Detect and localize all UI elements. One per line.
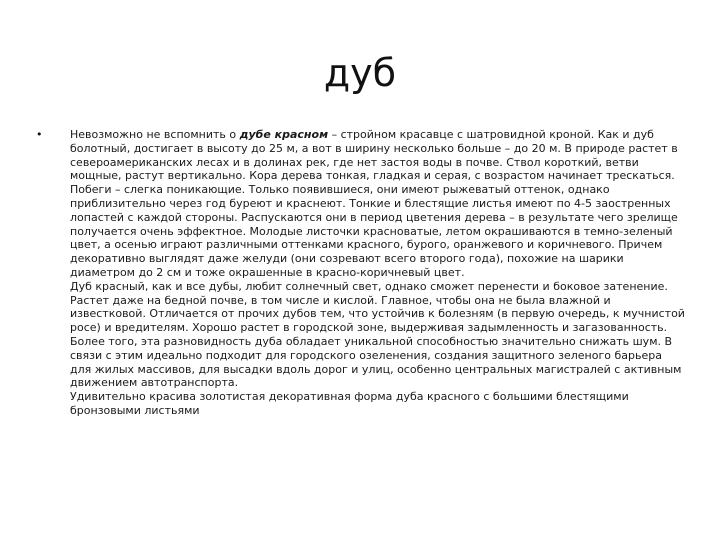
bullet-icon: • xyxy=(36,128,43,141)
paragraph-1-intro: Невозможно не вспомнить о xyxy=(70,128,240,141)
bullet-item xyxy=(36,128,686,418)
paragraph-1-body: – стройном красавце с шатровидной кроной. Как и дуб болотный, достигает в высоту до 25 м, а вот в ширину несколько больше – до 20 м. В природе растет в североамериканских лесах и в долинах рек, где нет застоя воды в почве. Ствол короткий, ветви мощные, растут вертикально. Кора дерева тонкая, гладкая и серая, с возрастом начинает трескаться. Побеги – слегка поникающие. Только появившиеся, они имеют рыжеватый оттенок, однако приблизительно через год буреют и краснеют. Тонкие и блестящие листья имеют по 4-5 заостренных лопастей с каждой стороны. Распускаются они в период цветения дерева – в результате чего зрелище получается очень эффектное. Молодые листочки красноватые, летом окрашиваются в темно-зеленый цвет, а осенью играют различными оттенками красного, бурого, оранжевого и коричневого. Причем декоративно выглядят даже желуди (они созревают всего второго года), похожие на шарики диаметром до 2 см и тоже окрашенные в красно-коричневый цвет. xyxy=(70,128,678,279)
bullet-text xyxy=(70,128,686,418)
paragraph-1-emphasis: дубе красном xyxy=(239,128,329,141)
slide-title: дуб xyxy=(323,51,397,95)
bullet-list xyxy=(36,128,686,418)
paragraph-2: Дуб красный, как и все дубы, любит солнечный свет, однако сможет перенести и боковое затенение. Растет даже на бедной почве, в том числе и кислой. Главное, чтобы она не была влажной и известковой. Отличается от прочих дубов тем, что устойчив к болезням (в первую очередь, к мучнистой росе) и вредителям. Хорошо растет в городской зоне, выдерживая задымленность и загазованность. Более того, эта разновидность дуба обладает уникальной способностью значительно снижать шум. В связи с этим идеально подходит для городского озеленения, создания защитного зеленого барьера для жилых массивов, для высадки вдоль дорог и улиц, особенно центральных магистралей с активным движением автотранспорта. xyxy=(70,279,685,390)
paragraph-3: Удивительно красива золотистая декоративная форма дуба красного с большими блестящими бронзовыми листьями xyxy=(70,390,629,417)
